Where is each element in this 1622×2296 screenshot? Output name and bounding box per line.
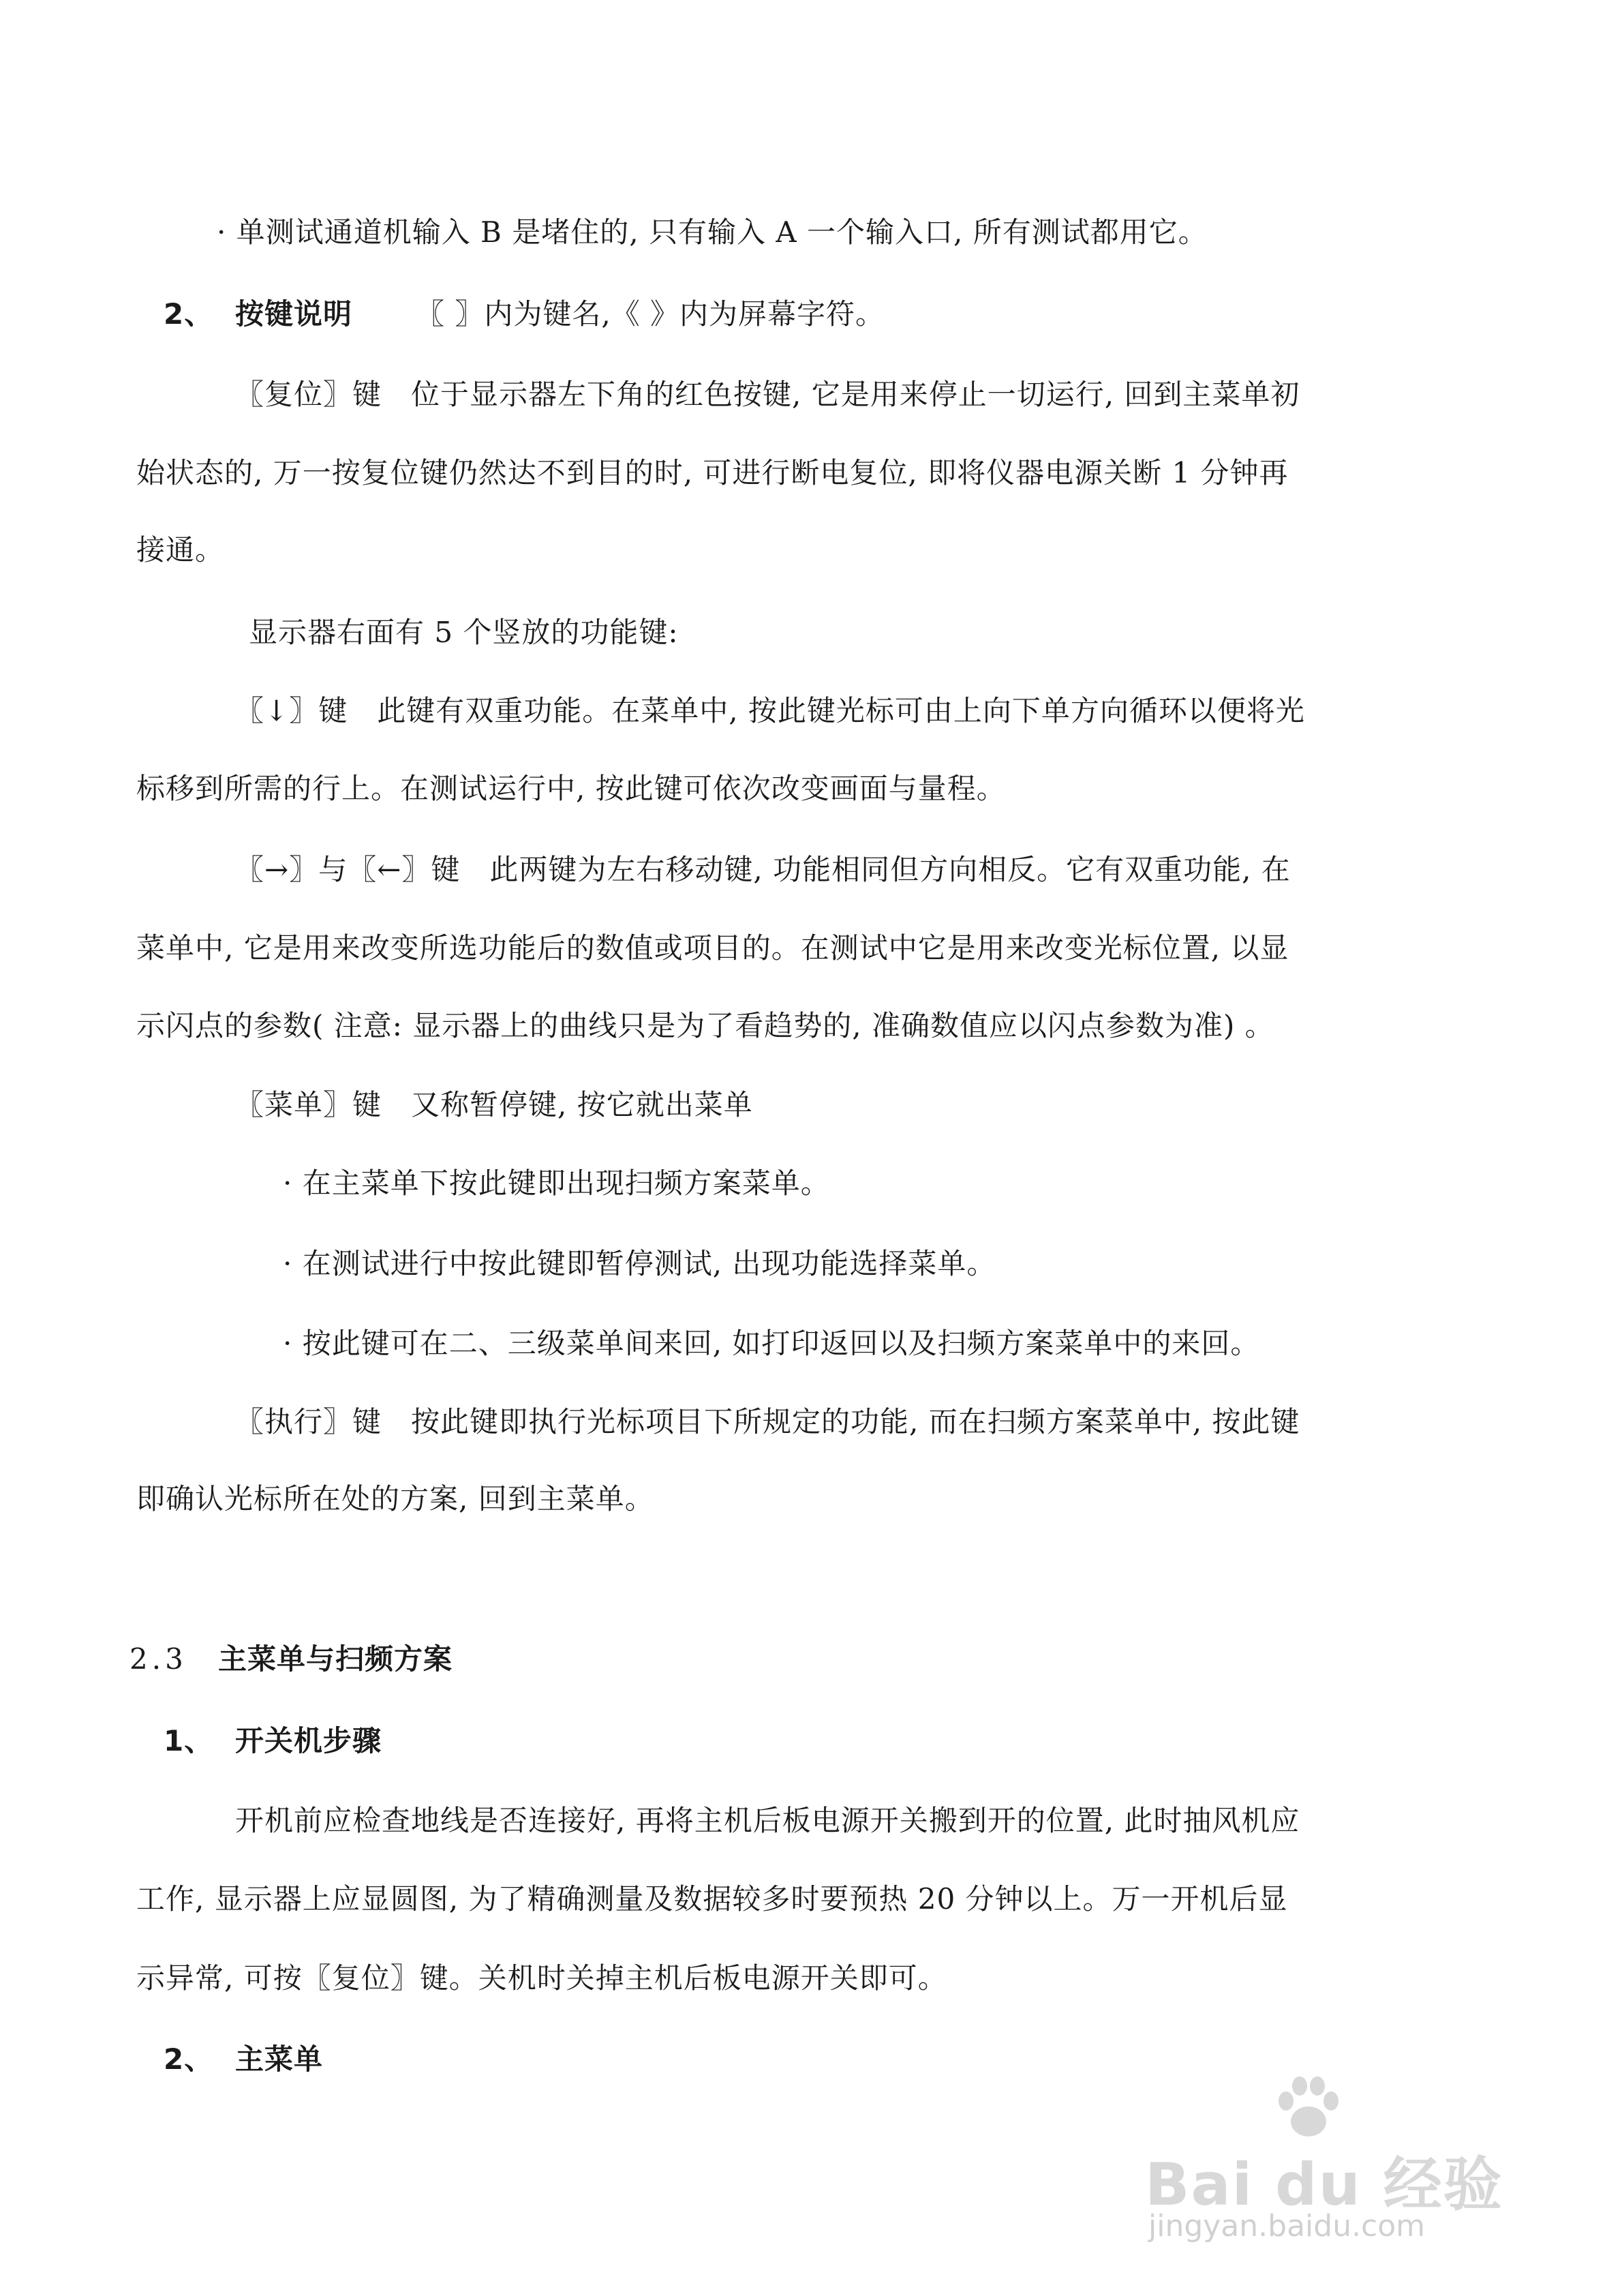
power-para-line-3: 示异常, 可按〖复位〗键。关机时关掉主机后板电源开关即可。 <box>136 1961 947 1995</box>
keys-heading-number: 2、 <box>164 297 214 331</box>
baidu-jingyan-logo: Bai du 经验 <box>1145 2151 1503 2219</box>
bullet-single-channel: · 单测试通道机输入 B 是堵住的, 只有输入 A 一个输入口, 所有测试都用它。 <box>217 215 1208 249</box>
main-menu-heading-number: 2、 <box>164 2042 214 2076</box>
power-heading-number: 1、 <box>164 1724 214 1757</box>
menu-key-bullet-1: · 在主菜单下按此键即出现扫频方案菜单。 <box>283 1166 830 1200</box>
execute-key-para-line-2: 即确认光标所在处的方案, 回到主菜单。 <box>136 1482 654 1515</box>
section-title: 主菜单与扫频方案 <box>218 1642 453 1676</box>
power-para-line-2: 工作, 显示器上应显圆图, 为了精确测量及数据较多时要预热 20 分钟以上。万一开机后显 <box>136 1882 1288 1916</box>
arrow-keys-para-line-3: 示闪点的参数( 注意: 显示器上的曲线只是为了看趋势的, 准确数值应以闪点参数为准) 。 <box>136 1009 1274 1042</box>
function-keys-intro: 显示器右面有 5 个竖放的功能键: <box>249 616 679 649</box>
power-heading-title: 开关机步骤 <box>235 1724 382 1757</box>
baidu-jingyan-watermark <box>1145 2072 1527 2250</box>
power-para-line-1: 开机前应检查地线是否连接好, 再将主机后板电源开关搬到开的位置, 此时抽风机应 <box>235 1804 1300 1837</box>
down-key-para-line-2: 标移到所需的行上。在测试运行中, 按此键可依次改变画面与量程。 <box>136 772 1006 805</box>
menu-key-bullet-2: · 在测试进行中按此键即暂停测试, 出现功能选择菜单。 <box>283 1247 996 1280</box>
paw-icon <box>1271 2072 1346 2147</box>
keys-heading-note: 〖 〗内为键名,《 》内为屏幕字符。 <box>416 297 885 331</box>
reset-key-para-line-3: 接通。 <box>136 533 225 567</box>
section-number: 2.3 <box>129 1642 187 1676</box>
keys-heading-title: 按键说明 <box>235 297 353 331</box>
arrow-keys-para-line-2: 菜单中, 它是用来改变所选功能后的数值或项目的。在测试中它是用来改变光标位置, 以显 <box>136 931 1289 965</box>
menu-key-para: 〖菜单〗键 又称暂停键, 按它就出菜单 <box>235 1088 753 1121</box>
watermark-url: jingyan.baidu.com <box>1148 2209 1426 2244</box>
reset-key-para-line-2: 始状态的, 万一按复位键仍然达不到目的时, 可进行断电复位, 即将仪器电源关断 1 分钟再 <box>136 456 1289 489</box>
menu-key-bullet-3: · 按此键可在二、三级菜单间来回, 如打印返回以及扫频方案菜单中的来回。 <box>283 1327 1260 1360</box>
main-menu-heading-title: 主菜单 <box>235 2042 324 2076</box>
reset-key-para-line-1: 〖复位〗键 位于显示器左下角的红色按键, 它是用来停止一切运行, 回到主菜单初 <box>235 378 1300 411</box>
down-key-para-line-1: 〖↓〗键 此键有双重功能。在菜单中, 按此键光标可由上向下单方向循环以便将光 <box>235 694 1305 727</box>
arrow-keys-para-line-1: 〖→〗与〖←〗键 此两键为左右移动键, 功能相同但方向相反。它有双重功能, 在 <box>235 853 1291 886</box>
execute-key-para-line-1: 〖执行〗键 按此键即执行光标项目下所规定的功能, 而在扫频方案菜单中, 按此键 <box>235 1405 1300 1438</box>
